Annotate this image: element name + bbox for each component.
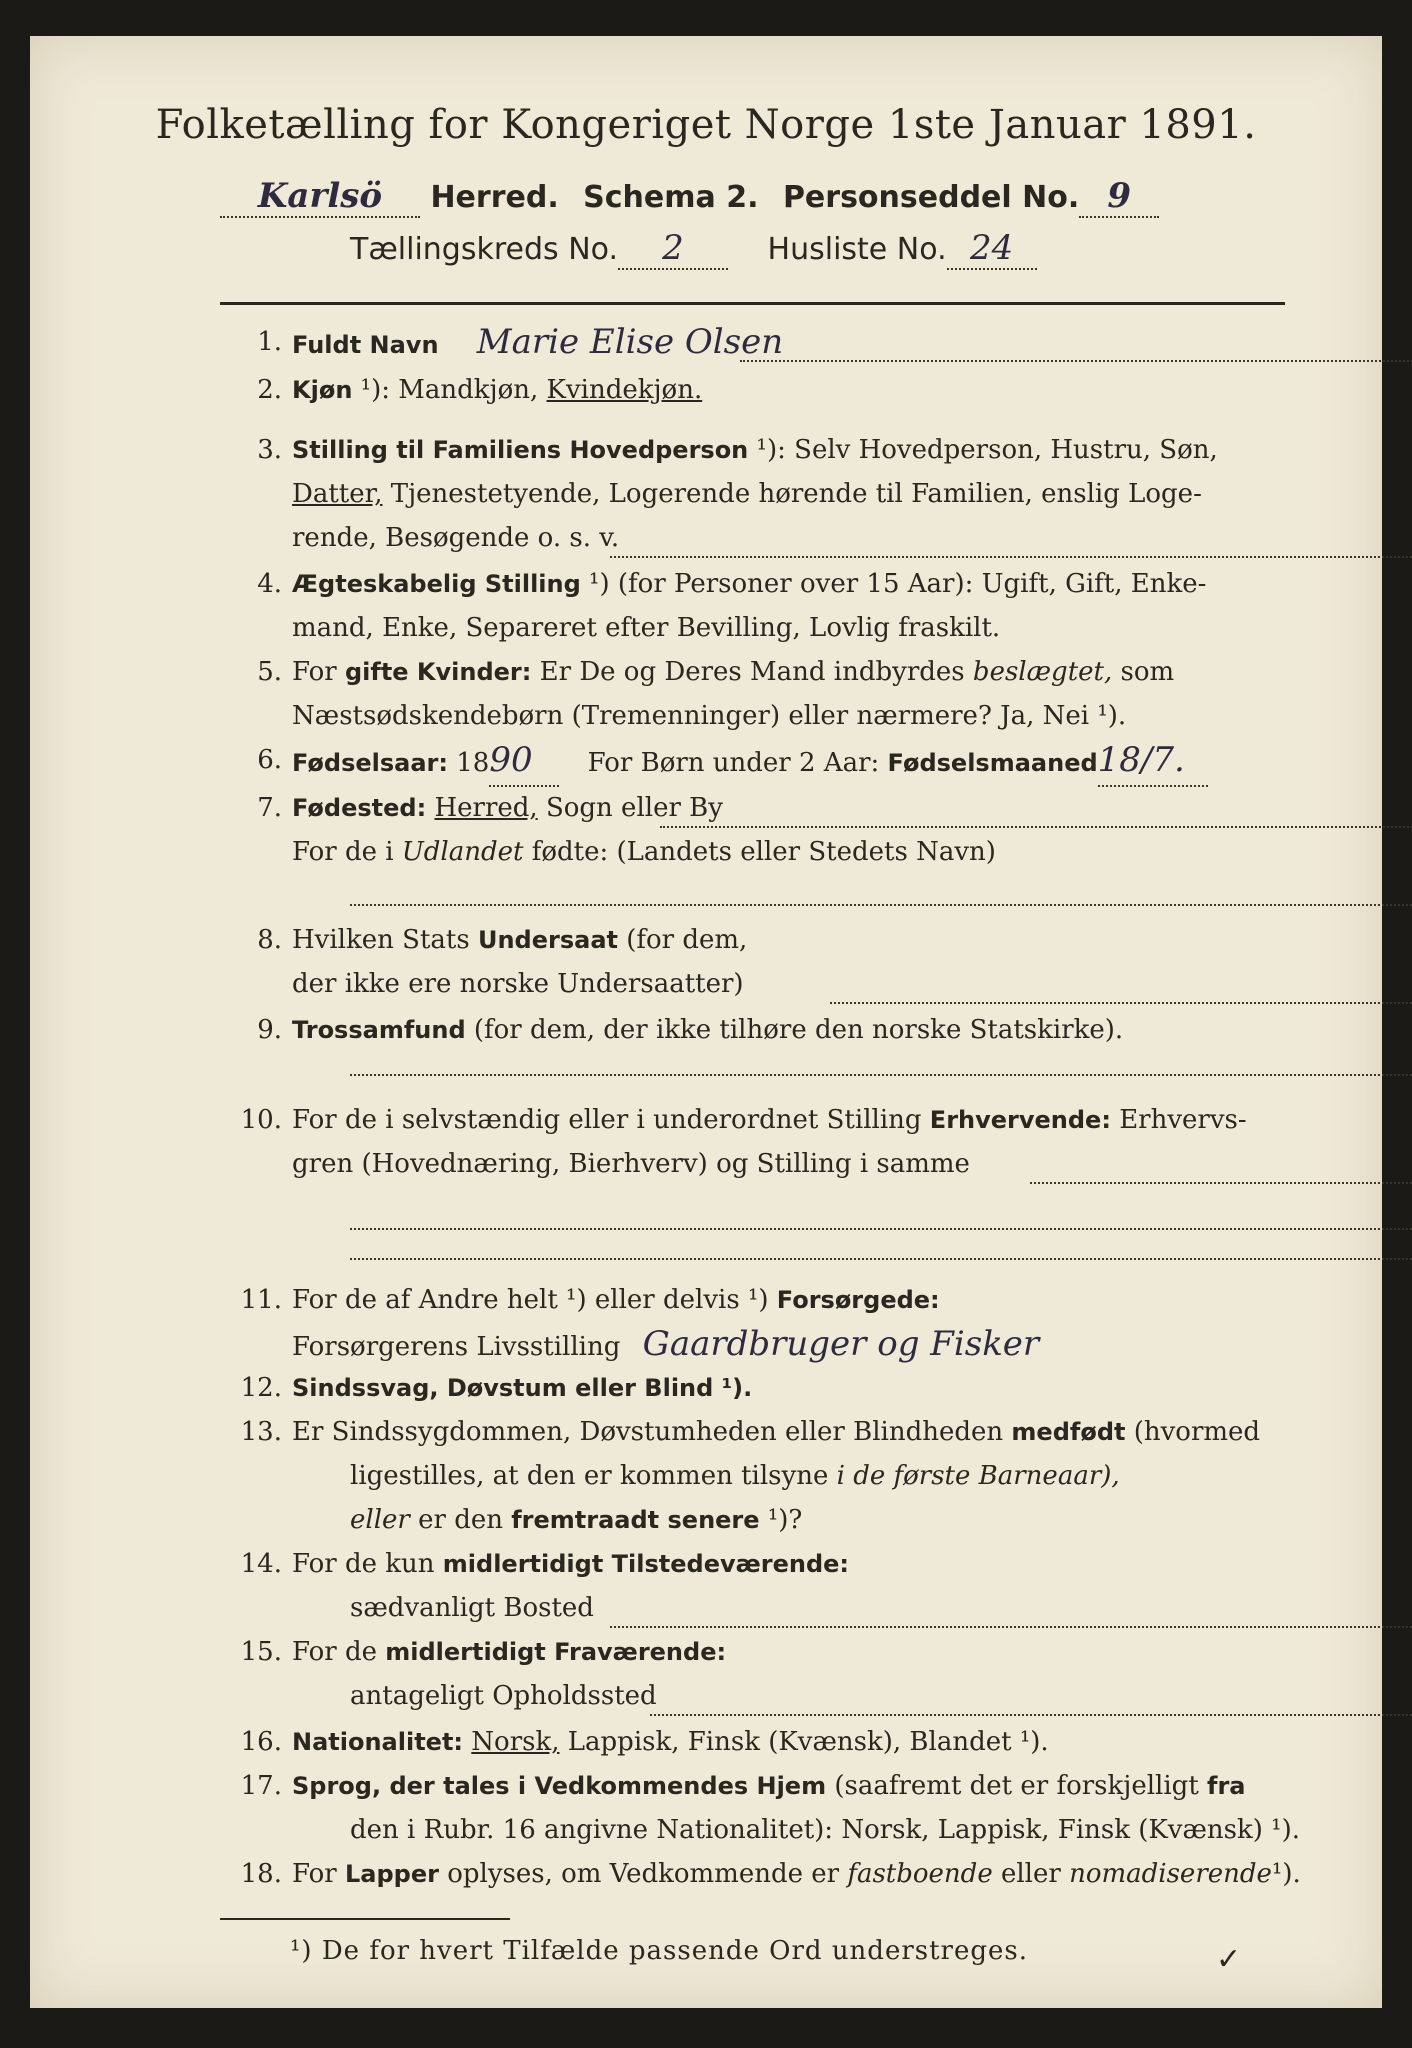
item-text: den i Rubr. 16 angivne Nationalitet): Norsk, Lappisk, Finsk (Kvænsk) ¹). <box>350 1815 1301 1845</box>
item-label: fremtraadt senere <box>511 1506 760 1534</box>
item-text: Udlandet <box>401 837 524 867</box>
item-text: (for Personer over 15 Aar): Ugift, Gift, Enke- <box>617 569 1207 599</box>
item-text: Sogn eller By <box>545 793 723 823</box>
pencil-check-mark: ✓ <box>1216 1942 1242 1977</box>
fill-line <box>350 1228 1412 1230</box>
item-text: (hvormed <box>1133 1417 1261 1447</box>
option-datter: Datter, <box>292 479 383 509</box>
item-text: Hvilken Stats <box>292 925 470 955</box>
item-label: Fødselsaar: <box>292 749 448 777</box>
header-line-herred <box>220 176 1159 218</box>
item-text: Erhvervs- <box>1119 1105 1247 1135</box>
item-label: Ægteskabelig Stilling <box>292 570 581 598</box>
item-number: 9. <box>257 1015 282 1045</box>
birth-month-value: 18/7. <box>1097 740 1185 780</box>
item-number: 12. <box>240 1373 282 1403</box>
fill-line <box>660 826 1412 828</box>
item-text: For de kun <box>292 1549 435 1579</box>
item-label: Undersaat <box>477 926 618 954</box>
birth-year-value: 90 <box>489 740 533 780</box>
item-text: Næstsødskendebørn (Tremenninger) eller nærmere? Ja, Nei ¹). <box>292 701 1127 731</box>
fill-line <box>610 1626 1412 1628</box>
item-text: (saafremt det er forskjelligt <box>834 1771 1199 1801</box>
item-number: 7. <box>257 793 282 823</box>
item-text: For <box>292 1859 337 1889</box>
item-label: fra <box>1207 1772 1246 1800</box>
item-text: fastboende <box>847 1859 993 1889</box>
item-label: Fødested: <box>292 794 427 822</box>
item-text: antageligt Opholdssted <box>350 1681 657 1711</box>
item-text: ¹). <box>1271 1859 1301 1889</box>
item-text: (for dem, der ikke tilhøre den norske Statskirke). <box>473 1015 1124 1045</box>
item-number: 17. <box>240 1771 282 1801</box>
item-text: fødte: (Landets eller Stedets Navn) <box>531 837 996 867</box>
item-label: Stilling til Familiens Hovedperson <box>292 436 749 464</box>
item-text: For <box>292 657 337 687</box>
header-line-taelling <box>350 228 1037 270</box>
item-label: Forsørgede: <box>776 1286 940 1314</box>
item-number: 13. <box>240 1417 282 1447</box>
item-label: Fødselsmaaned <box>887 749 1098 777</box>
footnote-rule <box>220 1918 510 1920</box>
item-number: 2. <box>257 375 282 405</box>
fill-line <box>650 1714 1412 1716</box>
item-text: er den <box>418 1505 503 1535</box>
item-number: 14. <box>240 1549 282 1579</box>
item-number: 18. <box>240 1859 282 1889</box>
item-label: gifte Kvinder: <box>344 658 532 686</box>
personseddel-label: Personseddel No. <box>782 180 1080 215</box>
item-label: Erhvervende: <box>929 1106 1111 1134</box>
item-text: mand, Enke, Separeret efter Bevilling, Lovlig fraskilt. <box>292 613 1001 643</box>
herred-label: Herred. <box>430 180 559 215</box>
schema-label: Schema 2. <box>583 180 759 215</box>
item-label: Lapper <box>344 1860 439 1888</box>
herred-value: Karlsö <box>257 176 383 216</box>
taellingskreds-label: Tællingskreds No. <box>350 232 618 267</box>
item-label: Fuldt Navn <box>292 331 439 359</box>
item-number: 4. <box>257 569 282 599</box>
personseddel-value: 9 <box>1107 176 1132 216</box>
fill-line <box>1030 1182 1412 1184</box>
item-label: Kjøn <box>292 376 353 404</box>
fill-line <box>350 904 1412 906</box>
census-form-page: Folketælling for Kongeriget Norge 1ste Januar 1891. Karlsö Herred. Schema 2. Personseddel No. 9 Tællingskreds No. 2 Husliste No. 24 1. Fuldt Navn Marie Elise Olsen 2. Kjøn ¹): Mandkjøn, Kvindekjøn. 3. Stilling til Familiens Hovedperson ¹): Selv Hovedperson, Hustru, Søn, Datter, Tjenestetyende, Logerende hørende til Familien, enslig Loge- rende, Besøgende o. s. v. 4. Ægteskabelig Stilling ¹) (for Personer over 15 Aar): Ugift, Gift, Enke- mand, Enke, Separeret efter Bevilling, Lovlig fraskilt. 5. For gifte Kvinder: Er De og Deres Mand indbyrdes beslægtet, som Næstsødskendebørn (Tremenninger) eller nærmere? Ja, Nei ¹). 6. Fødselsaar: 1890 For Børn under 2 Aar: Fødselsmaaned18/7. 7. Fødested: Herred, Sogn eller By For de i Udlandet fødte: (Landets eller Stedets Navn) 8. Hvilken Stats Undersaat (for dem, der ikke ere norske Undersaatter) 9. Trossamfund (for dem, der ikke tilhøre den norske Statskirke). 10. For de i selvstændig eller i underordnet Stilling Erhvervende: Erhvervs- gren (Hovednæring, Bierhverv) og Stilling i samme 11. For de af Andre helt ¹) eller delvis ¹) Forsørgede: Forsørgerens Livsstilling Gaardbruger og Fisker 12. Sindssvag, Døvstum eller Blind ¹). 13. Er Sindssygdommen, Døvstumheden eller Blindheden medfødt (hvormed ligestilles, at den er kommen tilsyne i de første Barneaar), eller er den fremtraadt senere ¹)? 14. For de kun midlertidigt Tilstedeværende: sædvanligt Bosted 15. For de midlertidigt Fraværende: antageligt Opholdssted 16. Nationalitet: Norsk, Lappisk, Finsk (Kvænsk), Blandet ¹). 17. Sprog, der tales i Vedkommendes Hjem (saafremt det er forskjelligt fra den i Rubr. 16 angivne Nationalitet): Norsk, Lappisk, Finsk (Kvænsk) ¹). 18. For Lapper oplyses, om Vedkommende er fastboende eller nomadiserende¹). ¹) De for hvert Tilfælde passende Ord understreges. ✓ <box>30 36 1382 2008</box>
form-title: Folketælling for Kongeriget Norge 1ste Januar 1891. <box>155 102 1257 148</box>
option-mandkjon: Mandkjøn, <box>398 375 539 405</box>
item-text: Forsørgerens Livsstilling <box>292 1332 621 1362</box>
fill-line <box>830 1002 1412 1004</box>
husliste-label: Husliste No. <box>767 232 947 267</box>
item-number: 8. <box>257 925 282 955</box>
item-number: 5. <box>257 657 282 687</box>
item-number: 10. <box>240 1105 282 1135</box>
item-number: 3. <box>257 435 282 465</box>
fill-line <box>350 1258 1412 1260</box>
item-text: gren (Hovednæring, Bierhverv) og Stilling i samme <box>292 1149 970 1179</box>
item-label: Sindssvag, Døvstum eller Blind ¹). <box>292 1374 753 1402</box>
item-label: Nationalitet: <box>292 1728 464 1756</box>
item-text: rende, Besøgende o. s. v. <box>292 523 620 553</box>
item-number: 16. <box>240 1727 282 1757</box>
item-text: Selv Hovedperson, Hustru, Søn, <box>794 435 1218 465</box>
item-label: Sprog, der tales i Vedkommendes Hjem <box>292 1772 827 1800</box>
item-text: oplyses, om Vedkommende er <box>447 1859 840 1889</box>
taellingskreds-value: 2 <box>662 228 684 268</box>
item-label: medfødt <box>1011 1418 1126 1446</box>
item-text: der ikke ere norske Undersaatter) <box>292 969 744 999</box>
item-number: 1. <box>257 327 282 357</box>
item-text: som <box>1120 657 1175 687</box>
item-number: 6. <box>257 745 282 775</box>
item-text: For de i <box>292 837 394 867</box>
item-text: beslægtet, <box>972 657 1113 687</box>
item-label: midlertidigt Fraværende: <box>385 1638 727 1666</box>
fill-line <box>350 1074 1412 1076</box>
item-text: Er De og Deres Mand indbyrdes <box>539 657 965 687</box>
item-text: ¹)? <box>767 1505 803 1535</box>
forsorger-value: Gaardbruger og Fisker <box>642 1324 1040 1364</box>
item-label: Trossamfund <box>292 1016 466 1044</box>
item-number: 15. <box>240 1637 282 1667</box>
option-norsk: Norsk, <box>471 1727 560 1757</box>
fill-line <box>740 360 1412 362</box>
item-text: For de i selvstændig eller i underordnet Stilling <box>292 1105 922 1135</box>
option-herred: Herred, <box>434 793 538 823</box>
year-prefix: 18 <box>456 748 490 778</box>
item-text: sædvanligt Bosted <box>350 1593 594 1623</box>
item-text: nomadiserende <box>1069 1859 1272 1889</box>
fill-line <box>610 556 1412 558</box>
item-label: midlertidigt Tilstedeværende: <box>442 1550 850 1578</box>
item-text: i de første Barneaar), <box>836 1461 1120 1491</box>
footnote: ¹) De for hvert Tilfælde passende Ord understreges. <box>290 1936 1029 1966</box>
husliste-value: 24 <box>969 228 1014 268</box>
item-text: For de <box>292 1637 377 1667</box>
item-number: 11. <box>240 1285 282 1315</box>
item-text: Tjenestetyende, Logerende hørende til Familien, enslig Loge- <box>390 479 1202 509</box>
item-text: Er Sindssygdommen, Døvstumheden eller Blindheden <box>292 1417 1004 1447</box>
name-value: Marie Elise Olsen <box>476 322 784 362</box>
item-text: For Børn under 2 Aar: <box>587 748 880 778</box>
item-text: (for dem, <box>626 925 748 955</box>
option-kvindekjon: Kvindekjøn. <box>546 375 703 405</box>
item-text: eller <box>350 1505 410 1535</box>
item-text: ligestilles, at den er kommen tilsyne <box>350 1461 829 1491</box>
header-rule <box>220 302 1285 305</box>
item-text: eller <box>1000 1859 1061 1889</box>
item-text: For de af Andre helt ¹) eller delvis ¹) <box>292 1285 769 1315</box>
item-text: Lappisk, Finsk (Kvænsk), Blandet ¹). <box>567 1727 1049 1757</box>
